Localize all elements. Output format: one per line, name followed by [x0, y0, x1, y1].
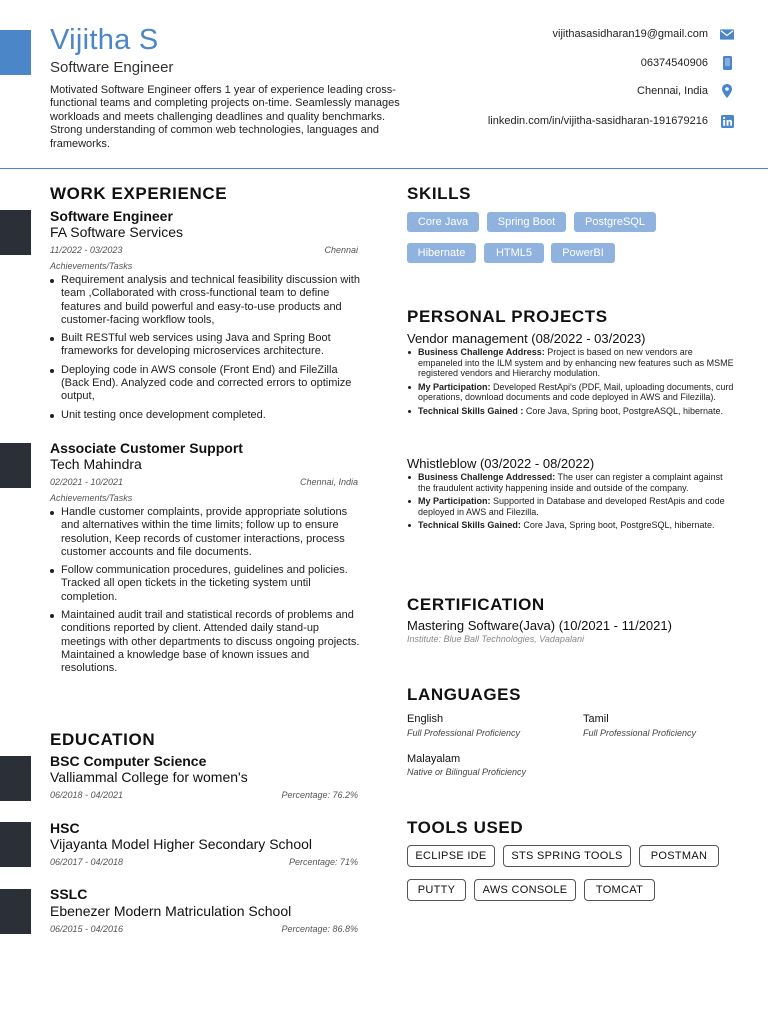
work-experience-heading: WORK EXPERIENCE: [50, 184, 228, 203]
education-dates: 06/2018 - 04/2021: [50, 790, 124, 800]
education-marker-bar: [0, 822, 31, 867]
education-score: Percentage: 76.2%: [281, 790, 358, 800]
candidate-name: Vijitha S: [50, 24, 159, 56]
phone-text[interactable]: 06374540906: [640, 57, 708, 69]
skill-tag: PostgreSQL: [574, 212, 656, 232]
skill-tag: Core Java: [407, 212, 479, 232]
education-marker-bar: [0, 756, 31, 801]
job-company: FA Software Services: [50, 224, 184, 240]
bullet-text: Developed RestApi's (PDF, Mail, uploading documents, curd operations, download documents and code deployed in AWS and Filezilla).: [418, 381, 734, 403]
envelope-icon: [720, 27, 734, 41]
list-item: Follow communication procedures, guidelines and policies. Tracked all open tickets in the ticketing system until completion.: [50, 564, 360, 604]
education-dates: 06/2017 - 04/2018: [50, 857, 124, 867]
contact-email[interactable]: [553, 27, 734, 41]
tool-tag: POSTMAN: [639, 845, 719, 867]
education-degree: BSC Computer Science: [50, 753, 207, 769]
profile-summary: Motivated Software Engineer offers 1 year of experience leading cross-functional teams and completing projects on-time. Seamlessly manages workloads and meets challenging deadlines and quality benchmarks. Strong understanding of common web technologies, languages and frameworks.: [50, 84, 400, 150]
linkedin-text[interactable]: linkedin.com/in/vijitha-sasidharan-191679216: [487, 115, 708, 127]
list-item: Deploying code in AWS console (Front End) and FileZilla (Back End). Analyzed code and corrected errors to optimize output,: [50, 364, 360, 404]
project-title: Vendor management (08/2022 - 03/2023): [407, 331, 646, 346]
list-item: Requirement analysis and technical feasibility discussion with team ,Collaborated with cross-functional team to define features and build powerful and easy-to-use products and customer-facing workflow tools,: [50, 274, 360, 327]
project-bullets: [407, 347, 737, 420]
header-divider: [0, 168, 768, 169]
tools-heading: TOOLS USED: [407, 818, 524, 837]
bullet-label: Business Challenge Addressed:: [418, 472, 556, 482]
job-company: Tech Mahindra: [50, 456, 142, 472]
bullet-text: Core Java, Spring boot, PostgreASQL, hibernate.: [523, 405, 723, 416]
bullet-label: My Participation:: [418, 381, 491, 392]
contact-location: [637, 84, 734, 98]
certification-title: Mastering Software(Java) (10/2021 - 11/2021): [407, 618, 672, 633]
languages-heading: LANGUAGES: [407, 685, 522, 704]
tool-tag: AWS CONSOLE: [474, 879, 576, 901]
job-marker-bar: [0, 210, 31, 255]
tool-tag: TOMCAT: [584, 879, 655, 901]
skill-tag: Hibernate: [407, 243, 476, 263]
education-school: Valliammal College for women's: [50, 769, 248, 785]
skills-heading: SKILLS: [407, 184, 472, 203]
language-level: Full Professional Proficiency: [583, 728, 697, 738]
contact-phone[interactable]: [641, 56, 734, 70]
job-bullets: [50, 274, 360, 427]
certification-heading: CERTIFICATION: [407, 595, 545, 614]
language-level: Full Professional Proficiency: [407, 728, 521, 738]
job-location: Chennai: [324, 245, 358, 255]
language-name: Tamil: [583, 713, 609, 725]
job-title: Software Engineer: [50, 208, 173, 224]
education-degree: HSC: [50, 820, 80, 836]
education-score: Percentage: 86.8%: [281, 924, 358, 934]
job-location: Chennai, India: [299, 477, 358, 487]
header-accent-bar: [0, 30, 31, 75]
job-achievements-label: Achievements/Tasks: [50, 493, 133, 503]
language-name: Malayalam: [407, 753, 461, 765]
phone-icon: [720, 56, 734, 70]
bullet-text: Project is based on new vendors are empaneled into the ILM system and by enhancing new features such as MSME registered vendors and Hierarchy modulation.: [418, 347, 734, 379]
contact-linkedin[interactable]: [488, 114, 734, 128]
job-title: Associate Customer Support: [50, 440, 243, 456]
tool-tag: STS SPRING TOOLS: [503, 845, 631, 867]
list-item: Handle customer complaints, provide appropriate solutions and alternatives within the time limits; follow up to ensure resolution, Keep records of customer interactions, process customer accounts and file documents.: [50, 506, 360, 559]
list-item: [407, 520, 737, 531]
project-bullets: [407, 472, 737, 534]
education-school: Vijayanta Model Higher Secondary School: [50, 836, 313, 852]
job-achievements-label: Achievements/Tasks: [50, 261, 133, 271]
email-text[interactable]: vijithasasidharan19@gmail.com: [552, 28, 708, 40]
language-level: Native or Bilingual Proficiency: [407, 767, 527, 777]
education-dates: 06/2015 - 04/2016: [50, 924, 124, 934]
projects-heading: PERSONAL PROJECTS: [407, 307, 608, 326]
skill-tag: HTML5: [484, 243, 544, 263]
map-pin-icon: [720, 84, 734, 98]
tool-tag: ECLIPSE IDE: [407, 845, 495, 867]
education-marker-bar: [0, 889, 31, 934]
bullet-text: Supported in Database and developed RestApis and code deployed in AWS and Filezilla.: [418, 496, 725, 517]
bullet-label: My Participation:: [418, 496, 491, 507]
location-text: Chennai, India: [637, 85, 708, 97]
bullet-text: Core Java, Spring boot, PostgreSQL, hibernate.: [520, 520, 715, 531]
list-item: [407, 406, 737, 417]
tool-tag: PUTTY: [407, 879, 466, 901]
bullet-label: Business Challenge Address:: [418, 347, 545, 357]
list-item: [407, 347, 737, 379]
bullet-label: Technical Skills Gained:: [418, 520, 521, 531]
bullet-label: Technical Skills Gained :: [418, 405, 524, 416]
education-score: Percentage: 71%: [288, 857, 358, 867]
project-title: Whistleblow (03/2022 - 08/2022): [407, 456, 595, 471]
list-item: [407, 382, 737, 403]
education-heading: EDUCATION: [50, 730, 156, 749]
job-bullets: [50, 506, 360, 681]
list-item: Maintained audit trail and statistical records of problems and conditions reported by client. Attended daily stand-up meetings with other departments to discuss ongoing projects. Maintained a knowledge base of known issues and resolutions.: [50, 609, 360, 675]
bullet-text: The user can register a complaint against the fraudulent activity happening inside and outside of the company.: [418, 472, 723, 493]
skill-tag: PowerBI: [551, 243, 615, 263]
job-dates: 11/2022 - 03/2023: [50, 245, 123, 255]
certification-institute: Institute: Blue Ball Technologies, Vadapalani: [407, 634, 584, 644]
linkedin-icon: [720, 114, 734, 128]
job-dates: 02/2021 - 10/2021: [50, 477, 124, 487]
skill-tag: Spring Boot: [487, 212, 566, 232]
job-marker-bar: [0, 443, 31, 488]
education-school: Ebenezer Modern Matriculation School: [50, 903, 292, 919]
candidate-title: Software Engineer: [50, 59, 174, 76]
language-name: English: [407, 713, 444, 725]
list-item: [407, 472, 737, 493]
list-item: Unit testing once development completed.: [50, 409, 360, 422]
education-degree: SSLC: [50, 886, 88, 902]
list-item: Built RESTful web services using Java and Spring Boot frameworks for developing microservices architecture.: [50, 332, 360, 359]
list-item: [407, 496, 737, 517]
